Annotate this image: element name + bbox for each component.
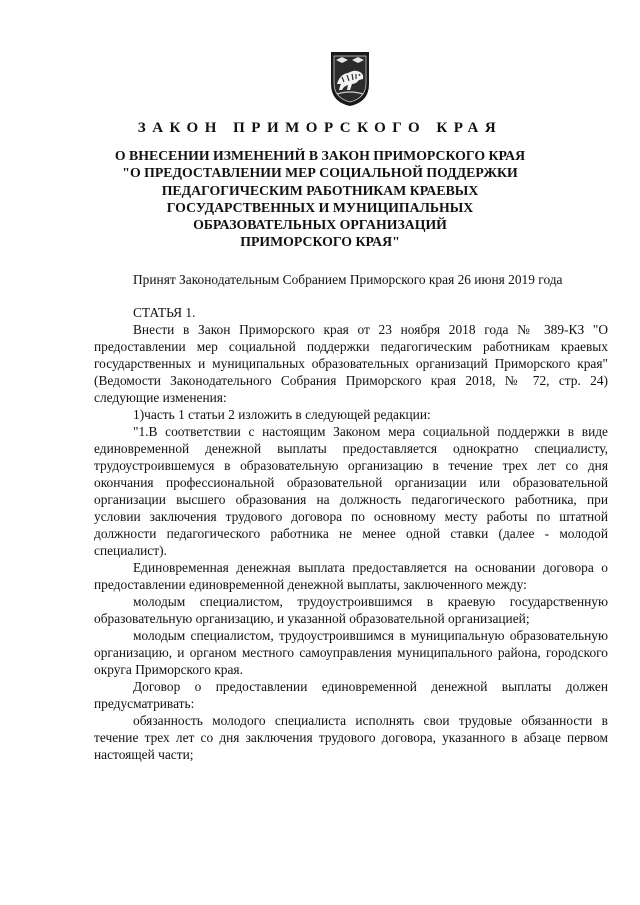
- adoption-note: Принят Законодательным Собранием Приморского края 26 июня 2019 года: [133, 272, 563, 287]
- subtitle-line: О ВНЕСЕНИИ ИЗМЕНЕНИЙ В ЗАКОН ПРИМОРСКОГО КРАЯ: [114, 148, 526, 163]
- body-paragraph: Договор о предоставлении единовременной денежной выплаты должен предусматривать:: [94, 679, 608, 711]
- law-body: [94, 271, 608, 763]
- law-subtitle: [60, 147, 580, 251]
- subtitle-line: "О ПРЕДОСТАВЛЕНИИ МЕР СОЦИАЛЬНОЙ ПОДДЕРЖКИ: [122, 165, 518, 181]
- body-paragraph: Внести в Закон Приморского края от 23 ноября 2018 года № 389-КЗ "О предоставлении мер социальной поддержки педагогическим работникам краевых государственных и муниципальных образовательных организаций Приморского края" (Ведомости Законодательного Собрания Приморского края 2018, № 72, стр. 24) следующие изменения:: [94, 322, 608, 405]
- primorsky-krai-emblem-tiger-icon: [328, 50, 372, 108]
- law-title: ЗАКОН ПРИМОРСКОГО КРАЯ: [137, 120, 503, 136]
- body-paragraph: молодым специалистом, трудоустроившимся в муниципальную образовательную организацию, и органом местного самоуправления муниципального района, городского округа Приморского края.: [94, 628, 608, 677]
- body-paragraph: "1.В соответствии с настоящим Законом мера социальной поддержки в виде единовременной денежной выплаты предоставляется однократно специалисту, трудоустроившемуся в образовательную организацию в течение трех лет со дня окончания профессиональной образовательной организации или образовательной организации высшего образования на должность педагогического работника, при условии заключения трудового договора по основному месту работы по штатной должности педагогического работника не менее одной ставки (далее - молодой специалист).: [94, 424, 608, 558]
- body-paragraph: Единовременная денежная выплата предоставляется на основании договора о предоставлении единовременной денежной выплаты, заключенного между:: [94, 560, 608, 592]
- subtitle-line: ОБРАЗОВАТЕЛЬНЫХ ОРГАНИЗАЦИЙ: [193, 217, 447, 233]
- body-paragraph: 1)часть 1 статьи 2 изложить в следующей редакции:: [133, 407, 431, 422]
- article-heading: СТАТЬЯ 1.: [133, 305, 196, 320]
- subtitle-line: ПЕДАГОГИЧЕСКИМ РАБОТНИКАМ КРАЕВЫХ: [161, 182, 479, 198]
- subtitle-line: ГОСУДАРСТВЕННЫХ И МУНИЦИПАЛЬНЫХ: [166, 199, 474, 215]
- body-paragraph: обязанность молодого специалиста исполнять свои трудовые обязанности в течение трех лет со дня заключения трудового договора, указанного в абзаце первом настоящей части;: [94, 713, 608, 762]
- subtitle-line: ПРИМОРСКОГО КРАЯ": [240, 234, 400, 250]
- body-paragraph: молодым специалистом, трудоустроившимся в краевую государственную образовательную организацию, и указанной образовательной организацией;: [94, 594, 608, 626]
